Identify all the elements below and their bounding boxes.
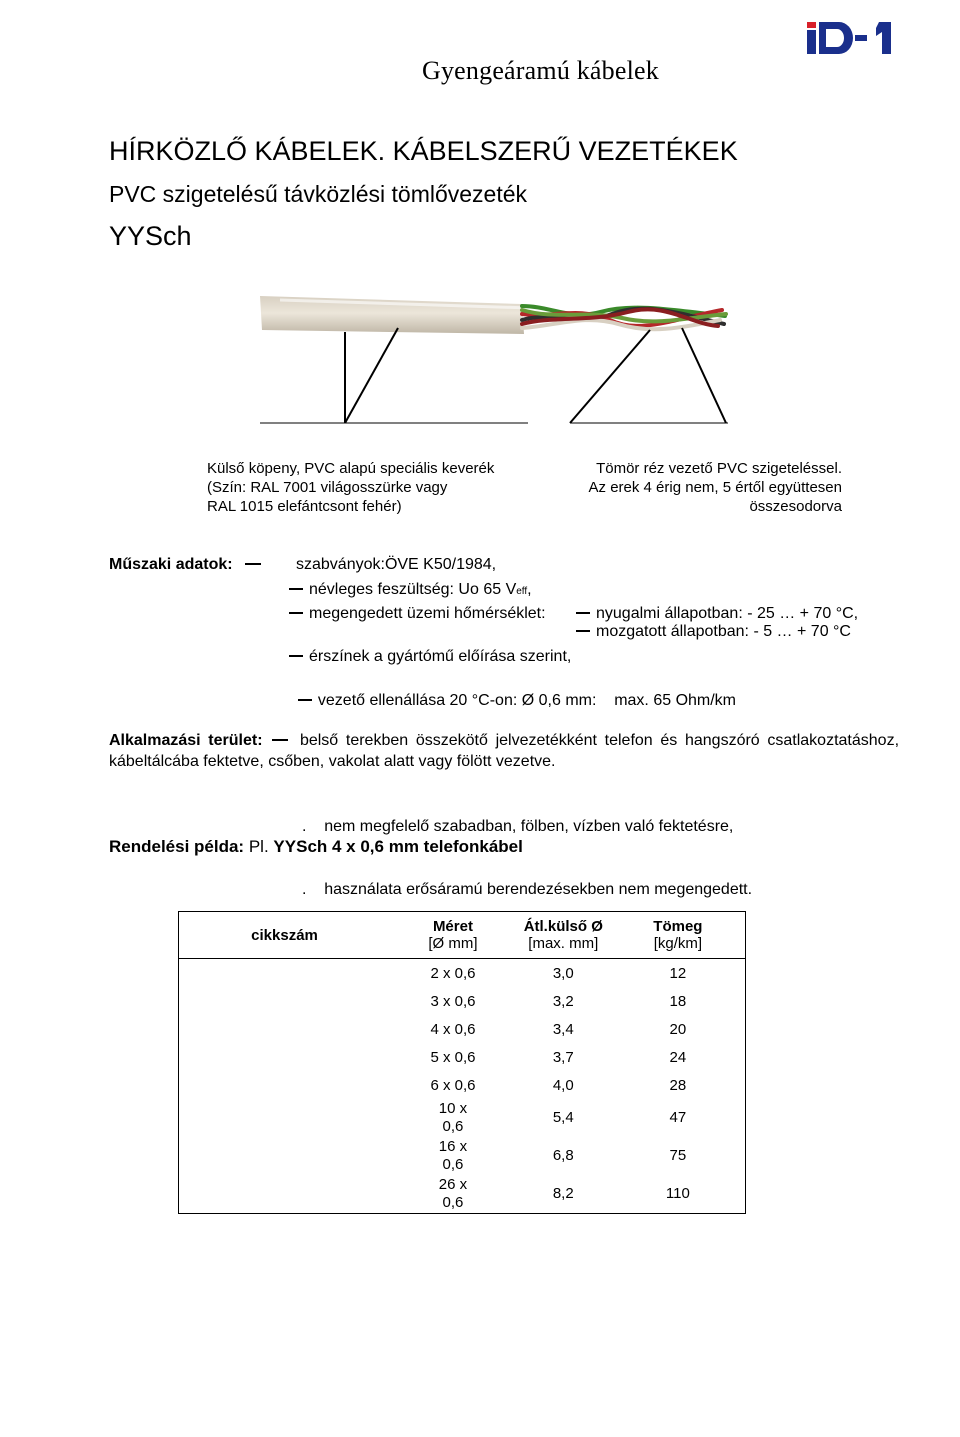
cell-diameter: 3,4 — [552, 1020, 574, 1038]
page-header-title: Gyengeáramú kábelek — [422, 56, 659, 85]
table-row — [179, 1015, 746, 1043]
cell-weight: 47 — [669, 1109, 687, 1126]
dash-mark — [576, 612, 590, 614]
spec-temp-rest-text: nyugalmi állapotban: - 25 … + 70 °C, — [596, 605, 859, 622]
spec-resistance-text: vezető ellenállása 20 °C-on: Ø 0,6 mm: max. 65 Ohm/km — [317, 692, 737, 709]
conductor-caption-line: összesodorva — [749, 498, 842, 515]
cell-size-line: 0,6 — [442, 1156, 464, 1173]
cell-weight: 12 — [669, 964, 687, 982]
jacket-caption-line: (Szín: RAL 7001 világosszürke vagy — [207, 479, 448, 496]
cell-size: 5 x 0,6 — [430, 1048, 476, 1066]
header-text: Átl.külső Ø — [523, 918, 603, 935]
table-row — [179, 987, 746, 1015]
jacket-caption — [207, 459, 527, 516]
header-unit: [Ø mm] — [428, 935, 478, 952]
application-paragraph — [109, 730, 899, 772]
spec-voltage-sub: eff — [516, 586, 528, 597]
header-text: Méret — [432, 918, 473, 935]
table-row — [179, 1071, 746, 1099]
cell-weight: 24 — [669, 1048, 687, 1066]
conductor-caption — [560, 459, 842, 516]
column-header-code — [179, 912, 391, 959]
table-row — [179, 1137, 746, 1175]
dash-mark — [298, 699, 312, 701]
cell-size: 2 x 0,6 — [430, 964, 476, 982]
cell-diameter: 3,2 — [552, 992, 574, 1010]
spec-temperature — [289, 604, 546, 624]
cell-diameter: 3,0 — [552, 964, 574, 982]
jacket-caption-line: RAL 1015 elefántcsont fehér) — [207, 498, 402, 515]
conductor-caption-line: Tömör réz vezető PVC szigeteléssel. — [596, 460, 842, 477]
table-row — [179, 959, 746, 988]
specs-label: Műszaki adatok: — [109, 556, 233, 573]
cell-diameter: 3,7 — [552, 1048, 574, 1066]
cell-weight: 28 — [669, 1076, 687, 1094]
cell-code — [179, 1043, 391, 1071]
order-example — [109, 837, 523, 857]
cell-size — [390, 1137, 516, 1175]
table-row — [179, 1099, 746, 1137]
dash-mark — [289, 612, 303, 614]
cell-size: 4 x 0,6 — [430, 1020, 476, 1038]
product-heading: YYSch — [109, 221, 192, 251]
dash-mark — [245, 563, 261, 565]
application-label: Alkalmazási terület: — [109, 732, 263, 749]
main-heading: HÍRKÖZLŐ KÁBELEK. KÁBELSZERŰ VEZETÉKEK — [109, 136, 738, 166]
specs-label-row — [109, 555, 267, 575]
conductor-caption-line: Az erek 4 érig nem, 5 értől együttesen — [588, 479, 842, 496]
table-row — [179, 1175, 746, 1214]
cell-size: 6 x 0,6 — [430, 1076, 476, 1094]
table-row — [179, 1043, 746, 1071]
cell-code — [179, 1175, 391, 1214]
header-unit: [kg/km] — [653, 935, 703, 952]
spec-voltage-post: , — [527, 581, 532, 598]
cell-diameter: 8,2 — [552, 1185, 574, 1202]
cable-illustration — [250, 290, 740, 430]
dash-mark — [289, 588, 303, 590]
order-label: Rendelési példa: — [109, 837, 245, 856]
spec-temp-moving — [576, 622, 851, 642]
restriction-line: . használata erősáramú berendezésekben nem megengedett. — [302, 881, 753, 898]
spec-voltage — [289, 580, 532, 602]
cell-diameter: 4,0 — [552, 1076, 574, 1094]
restriction-line: . nem megfelelő szabadban, fölben, vízben való fektetésre, — [302, 818, 734, 835]
cell-size-line: 10 x — [438, 1100, 468, 1117]
cell-weight: 18 — [669, 992, 687, 1010]
cell-diameter: 5,4 — [552, 1109, 574, 1126]
spec-temp-moving-text: mozgatott állapotban: - 5 … + 70 °C — [596, 623, 851, 640]
cell-code — [179, 1071, 391, 1099]
cell-size-line: 0,6 — [442, 1118, 464, 1135]
header-unit: [max. mm] — [528, 935, 599, 952]
product-table — [178, 911, 746, 1214]
table-header-row — [179, 912, 746, 959]
cell-size-line: 26 x — [438, 1176, 468, 1193]
dash-mark — [576, 630, 590, 632]
spec-voltage-text: névleges feszültség: Uo 65 V — [309, 581, 517, 598]
cell-size — [390, 1099, 516, 1137]
column-header-size — [390, 912, 516, 959]
spec-temp-rest — [576, 604, 858, 624]
cell-size-line: 16 x — [438, 1138, 468, 1155]
subtitle-heading: PVC szigetelésű távközlési tömlővezeték — [109, 181, 528, 207]
cell-code — [179, 1015, 391, 1043]
cell-diameter: 6,8 — [552, 1147, 574, 1164]
cell-code — [179, 1137, 391, 1175]
application-text: belső terekben összekötő jelvezetékként telefon és hangszóró csatlakoztatáshoz, kábeltálcába fektetve, csőben, vakolat alatt vagy fölött vezetve. — [109, 732, 900, 770]
cell-size — [390, 1175, 516, 1214]
spec-colors-text: érszínek a gyártómű előírása szerint, — [309, 648, 572, 665]
column-header-diameter — [516, 912, 611, 959]
company-logo — [805, 20, 905, 56]
spec-colors — [289, 647, 571, 667]
cell-weight: 110 — [665, 1185, 690, 1202]
cell-size: 3 x 0,6 — [430, 992, 476, 1010]
dash-mark — [289, 655, 303, 657]
cell-code — [179, 987, 391, 1015]
spec-standards: szabványok:ÖVE K50/1984, — [296, 556, 497, 573]
cell-size-line: 0,6 — [442, 1194, 464, 1211]
header-text: cikkszám — [251, 926, 318, 944]
cell-code — [179, 959, 391, 988]
order-text: YYSch 4 x 0,6 mm telefonkábel — [273, 837, 523, 856]
spec-temperature-label: megengedett üzemi hőmérséklet: — [309, 605, 546, 622]
spec-resistance — [289, 671, 736, 711]
jacket-caption-line: Külső köpeny, PVC alapú speciális keverék — [207, 460, 495, 477]
column-header-weight — [611, 912, 746, 959]
dash-mark — [272, 739, 288, 741]
header-text: Tömeg — [653, 918, 703, 935]
cell-weight: 75 — [669, 1147, 687, 1164]
order-prefix: Pl. — [248, 837, 269, 856]
cell-code — [179, 1099, 391, 1137]
cell-weight: 20 — [669, 1020, 687, 1038]
